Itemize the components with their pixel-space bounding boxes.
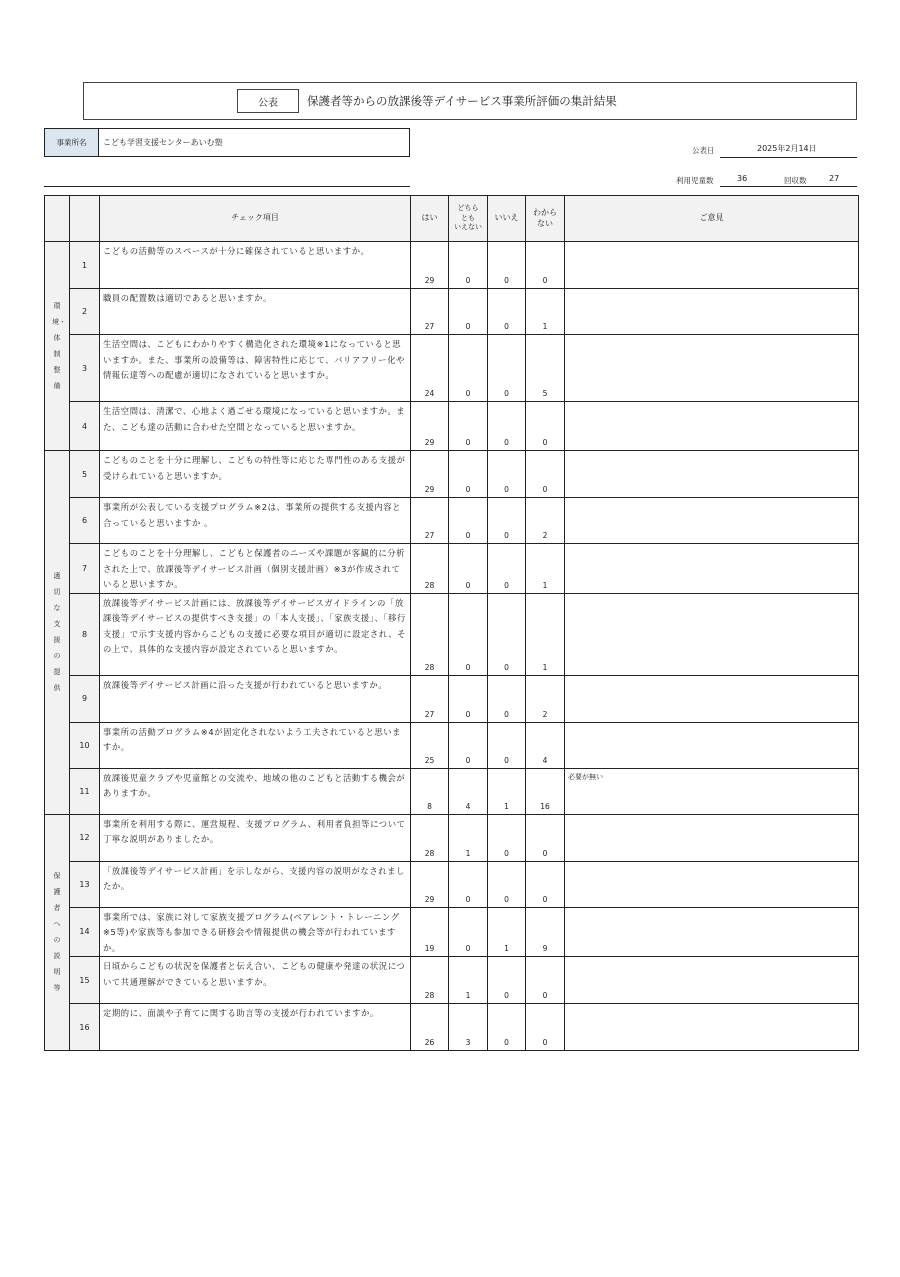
public-badge: 公表 xyxy=(237,89,299,113)
category-label xyxy=(45,814,70,1051)
no-count: 0 xyxy=(488,289,526,335)
item-number: 8 xyxy=(70,593,100,675)
comment-cell xyxy=(565,957,859,1004)
item-number: 16 xyxy=(70,1004,100,1051)
neither-count: 0 xyxy=(449,242,488,289)
item-number: 9 xyxy=(70,675,100,722)
comment-cell xyxy=(565,1004,859,1051)
blank-underline xyxy=(44,186,410,187)
table-row xyxy=(45,814,859,861)
item-number: 11 xyxy=(70,768,100,814)
header-yes: はい xyxy=(411,196,449,242)
collected-value: 27 xyxy=(829,174,840,183)
check-item-text: こどものことを十分に理解し、こどもの特性等に応じた専門性のある支援が受けられていると思いますか。 xyxy=(100,451,411,498)
check-item-text: 放課後等デイサービス計画には、放課後等デイサービスガイドラインの「放課後等デイサービスの提供すべき支援」の「本人支援」、「家族支援」、「移行支援」で示す支援内容からこどもの支援に必要な項目が適切に設定され、その上で、具体的な支援内容が設定されていると思いますか。 xyxy=(100,593,411,675)
page-title: 保護者等からの放課後等デイサービス事業所評価の集計結果 xyxy=(307,94,617,108)
unknown-count: 5 xyxy=(526,335,565,402)
yes-count: 24 xyxy=(411,335,449,402)
item-number: 15 xyxy=(70,957,100,1004)
yes-count: 27 xyxy=(411,289,449,335)
yes-count: 28 xyxy=(411,957,449,1004)
check-item-text: 定期的に、面談や子育てに関する助言等の支援が行われていますか。 xyxy=(100,1004,411,1051)
header-comments: ご意見 xyxy=(565,196,859,242)
table-row xyxy=(45,675,859,722)
category-text: 適切な支援の提供 xyxy=(53,572,61,693)
comment-cell xyxy=(565,451,859,498)
header-category xyxy=(45,196,70,242)
comment-cell xyxy=(565,498,859,544)
item-number: 10 xyxy=(70,722,100,768)
table-row xyxy=(45,544,859,594)
counts-underline xyxy=(720,186,857,187)
facility-field xyxy=(44,128,410,157)
no-count: 0 xyxy=(488,544,526,594)
neither-count: 4 xyxy=(449,768,488,814)
header-check-item: チェック項目 xyxy=(100,196,411,242)
category-text: 保護者への説明等 xyxy=(53,872,61,993)
item-number: 13 xyxy=(70,861,100,907)
category-text: 環境・体制整備 xyxy=(52,302,66,390)
header-neither xyxy=(449,196,488,242)
unknown-count: 9 xyxy=(526,907,565,957)
comment-cell xyxy=(565,335,859,402)
category-label xyxy=(45,242,70,451)
unknown-count: 0 xyxy=(526,451,565,498)
pub-date-value: 2025年2月14日 xyxy=(757,144,817,153)
item-number: 14 xyxy=(70,907,100,957)
check-item-text: 放課後児童クラブや児童館との交流や、地域の他のこどもと活動する機会がありますか。 xyxy=(100,768,411,814)
header-no xyxy=(70,196,100,242)
item-number: 2 xyxy=(70,289,100,335)
neither-count: 0 xyxy=(449,289,488,335)
comment-cell xyxy=(565,242,859,289)
yes-count: 27 xyxy=(411,498,449,544)
table-row xyxy=(45,1004,859,1051)
check-item-text: 生活空間は、清潔で、心地よく過ごせる環境になっていると思いますか。また、こども達の活動に合わせた空間となっていると思いますか。 xyxy=(100,402,411,451)
check-item-text: 放課後等デイサービス計画に沿った支援が行われていると思いますか。 xyxy=(100,675,411,722)
header-unknown xyxy=(526,196,565,242)
check-item-text: 事業所を利用する際に、運営規程、支援プログラム、利用者負担等について丁寧な説明がありましたか。 xyxy=(100,814,411,861)
table-row xyxy=(45,498,859,544)
neither-count: 0 xyxy=(449,593,488,675)
yes-count: 29 xyxy=(411,451,449,498)
check-item-text: こどものことを十分理解し、こどもと保護者のニーズや課題が客観的に分析された上で、放課後等デイサービス計画（個別支援計画）※3が作成されていると思いますか。 xyxy=(100,544,411,594)
yes-count: 28 xyxy=(411,544,449,594)
survey-results-table xyxy=(44,195,859,1051)
no-count: 0 xyxy=(488,1004,526,1051)
table-row xyxy=(45,335,859,402)
facility-label: 事業所名 xyxy=(45,129,99,156)
unknown-count: 1 xyxy=(526,289,565,335)
header-unknown-line: ない xyxy=(537,218,553,228)
unknown-count: 0 xyxy=(526,1004,565,1051)
table-header-row xyxy=(45,196,859,242)
item-number: 1 xyxy=(70,242,100,289)
neither-count: 0 xyxy=(449,722,488,768)
check-item-text: 事業所では、家族に対して家族支援プログラム(ペアレント・トレーニング※5等)や家族等も参加できる研修会や情報提供の機会等が行われていますか。 xyxy=(100,907,411,957)
header-no-answer: いいえ xyxy=(488,196,526,242)
check-item-text: 生活空間は、こどもにわかりやすく構造化された環境※1になっていると思いますか。また、事業所の設備等は、障害特性に応じて、バリアフリー化や情報伝達等への配慮が適切になされていると思いますか。 xyxy=(100,335,411,402)
comment-cell xyxy=(565,722,859,768)
yes-count: 29 xyxy=(411,861,449,907)
table-row xyxy=(45,402,859,451)
table-row xyxy=(45,768,859,814)
unknown-count: 0 xyxy=(526,402,565,451)
yes-count: 19 xyxy=(411,907,449,957)
unknown-count: 2 xyxy=(526,498,565,544)
table-row xyxy=(45,957,859,1004)
item-number: 7 xyxy=(70,544,100,594)
yes-count: 8 xyxy=(411,768,449,814)
no-count: 0 xyxy=(488,498,526,544)
table-row xyxy=(45,289,859,335)
table-row xyxy=(45,593,859,675)
unknown-count: 1 xyxy=(526,544,565,594)
unknown-count: 1 xyxy=(526,593,565,675)
check-item-text: 職員の配置数は適切であると思いますか。 xyxy=(100,289,411,335)
check-item-text: 「放課後等デイサービス計画」を示しながら、支援内容の説明がなされましたか。 xyxy=(100,861,411,907)
facility-name: こども学習支援センターあいむ塾 xyxy=(103,138,223,147)
neither-count: 1 xyxy=(449,957,488,1004)
neither-count: 1 xyxy=(449,814,488,861)
item-number: 3 xyxy=(70,335,100,402)
yes-count: 28 xyxy=(411,593,449,675)
unknown-count: 0 xyxy=(526,242,565,289)
item-number: 12 xyxy=(70,814,100,861)
yes-count: 28 xyxy=(411,814,449,861)
comment-cell xyxy=(565,402,859,451)
item-number: 5 xyxy=(70,451,100,498)
no-count: 0 xyxy=(488,335,526,402)
collected-label: 回収数 xyxy=(784,176,807,185)
item-number: 6 xyxy=(70,498,100,544)
yes-count: 26 xyxy=(411,1004,449,1051)
comment-cell xyxy=(565,861,859,907)
comment-cell xyxy=(565,289,859,335)
table-row xyxy=(45,907,859,957)
header-neither-line: どちら xyxy=(457,204,479,213)
table-row xyxy=(45,861,859,907)
pub-date-label: 公表日 xyxy=(692,146,715,155)
check-item-text: 事業所の活動プログラム※4が固定化されないよう工夫されていると思いますか。 xyxy=(100,722,411,768)
comment-cell xyxy=(565,675,859,722)
header-unknown-line: わから xyxy=(533,207,557,217)
pub-date-underline xyxy=(720,157,857,158)
header-neither-line: とも xyxy=(461,213,475,222)
comment-cell xyxy=(565,544,859,594)
no-count: 0 xyxy=(488,814,526,861)
no-count: 0 xyxy=(488,242,526,289)
no-count: 0 xyxy=(488,402,526,451)
neither-count: 0 xyxy=(449,498,488,544)
users-label: 利用児童数 xyxy=(676,176,714,185)
neither-count: 0 xyxy=(449,861,488,907)
table-row xyxy=(45,722,859,768)
no-count: 0 xyxy=(488,722,526,768)
unknown-count: 4 xyxy=(526,722,565,768)
neither-count: 0 xyxy=(449,451,488,498)
check-item-text: 日頃からこどもの状況を保護者と伝え合い、こどもの健康や発達の状況について共通理解ができていると思いますか。 xyxy=(100,957,411,1004)
unknown-count: 0 xyxy=(526,814,565,861)
yes-count: 25 xyxy=(411,722,449,768)
no-count: 1 xyxy=(488,768,526,814)
neither-count: 0 xyxy=(449,335,488,402)
neither-count: 0 xyxy=(449,675,488,722)
yes-count: 29 xyxy=(411,402,449,451)
check-item-text: 事業所が公表している支援プログラム※2は、事業所の提供する支援内容と合っていると思いますか 。 xyxy=(100,498,411,544)
table-row xyxy=(45,451,859,498)
check-item-text: こどもの活動等のスペースが十分に確保されていると思いますか。 xyxy=(100,242,411,289)
neither-count: 0 xyxy=(449,907,488,957)
yes-count: 27 xyxy=(411,675,449,722)
users-value: 36 xyxy=(737,174,748,183)
no-count: 0 xyxy=(488,957,526,1004)
neither-count: 0 xyxy=(449,544,488,594)
no-count: 0 xyxy=(488,593,526,675)
header-neither-line: いえない xyxy=(454,223,482,232)
unknown-count: 2 xyxy=(526,675,565,722)
comment-cell: 必要が無い xyxy=(565,768,859,814)
yes-count: 29 xyxy=(411,242,449,289)
neither-count: 0 xyxy=(449,402,488,451)
table-row xyxy=(45,242,859,289)
no-count: 1 xyxy=(488,907,526,957)
comment-cell xyxy=(565,814,859,861)
category-label xyxy=(45,451,70,815)
no-count: 0 xyxy=(488,861,526,907)
no-count: 0 xyxy=(488,675,526,722)
unknown-count: 0 xyxy=(526,861,565,907)
item-number: 4 xyxy=(70,402,100,451)
unknown-count: 0 xyxy=(526,957,565,1004)
comment-cell xyxy=(565,907,859,957)
no-count: 0 xyxy=(488,451,526,498)
neither-count: 3 xyxy=(449,1004,488,1051)
unknown-count: 16 xyxy=(526,768,565,814)
comment-cell xyxy=(565,593,859,675)
